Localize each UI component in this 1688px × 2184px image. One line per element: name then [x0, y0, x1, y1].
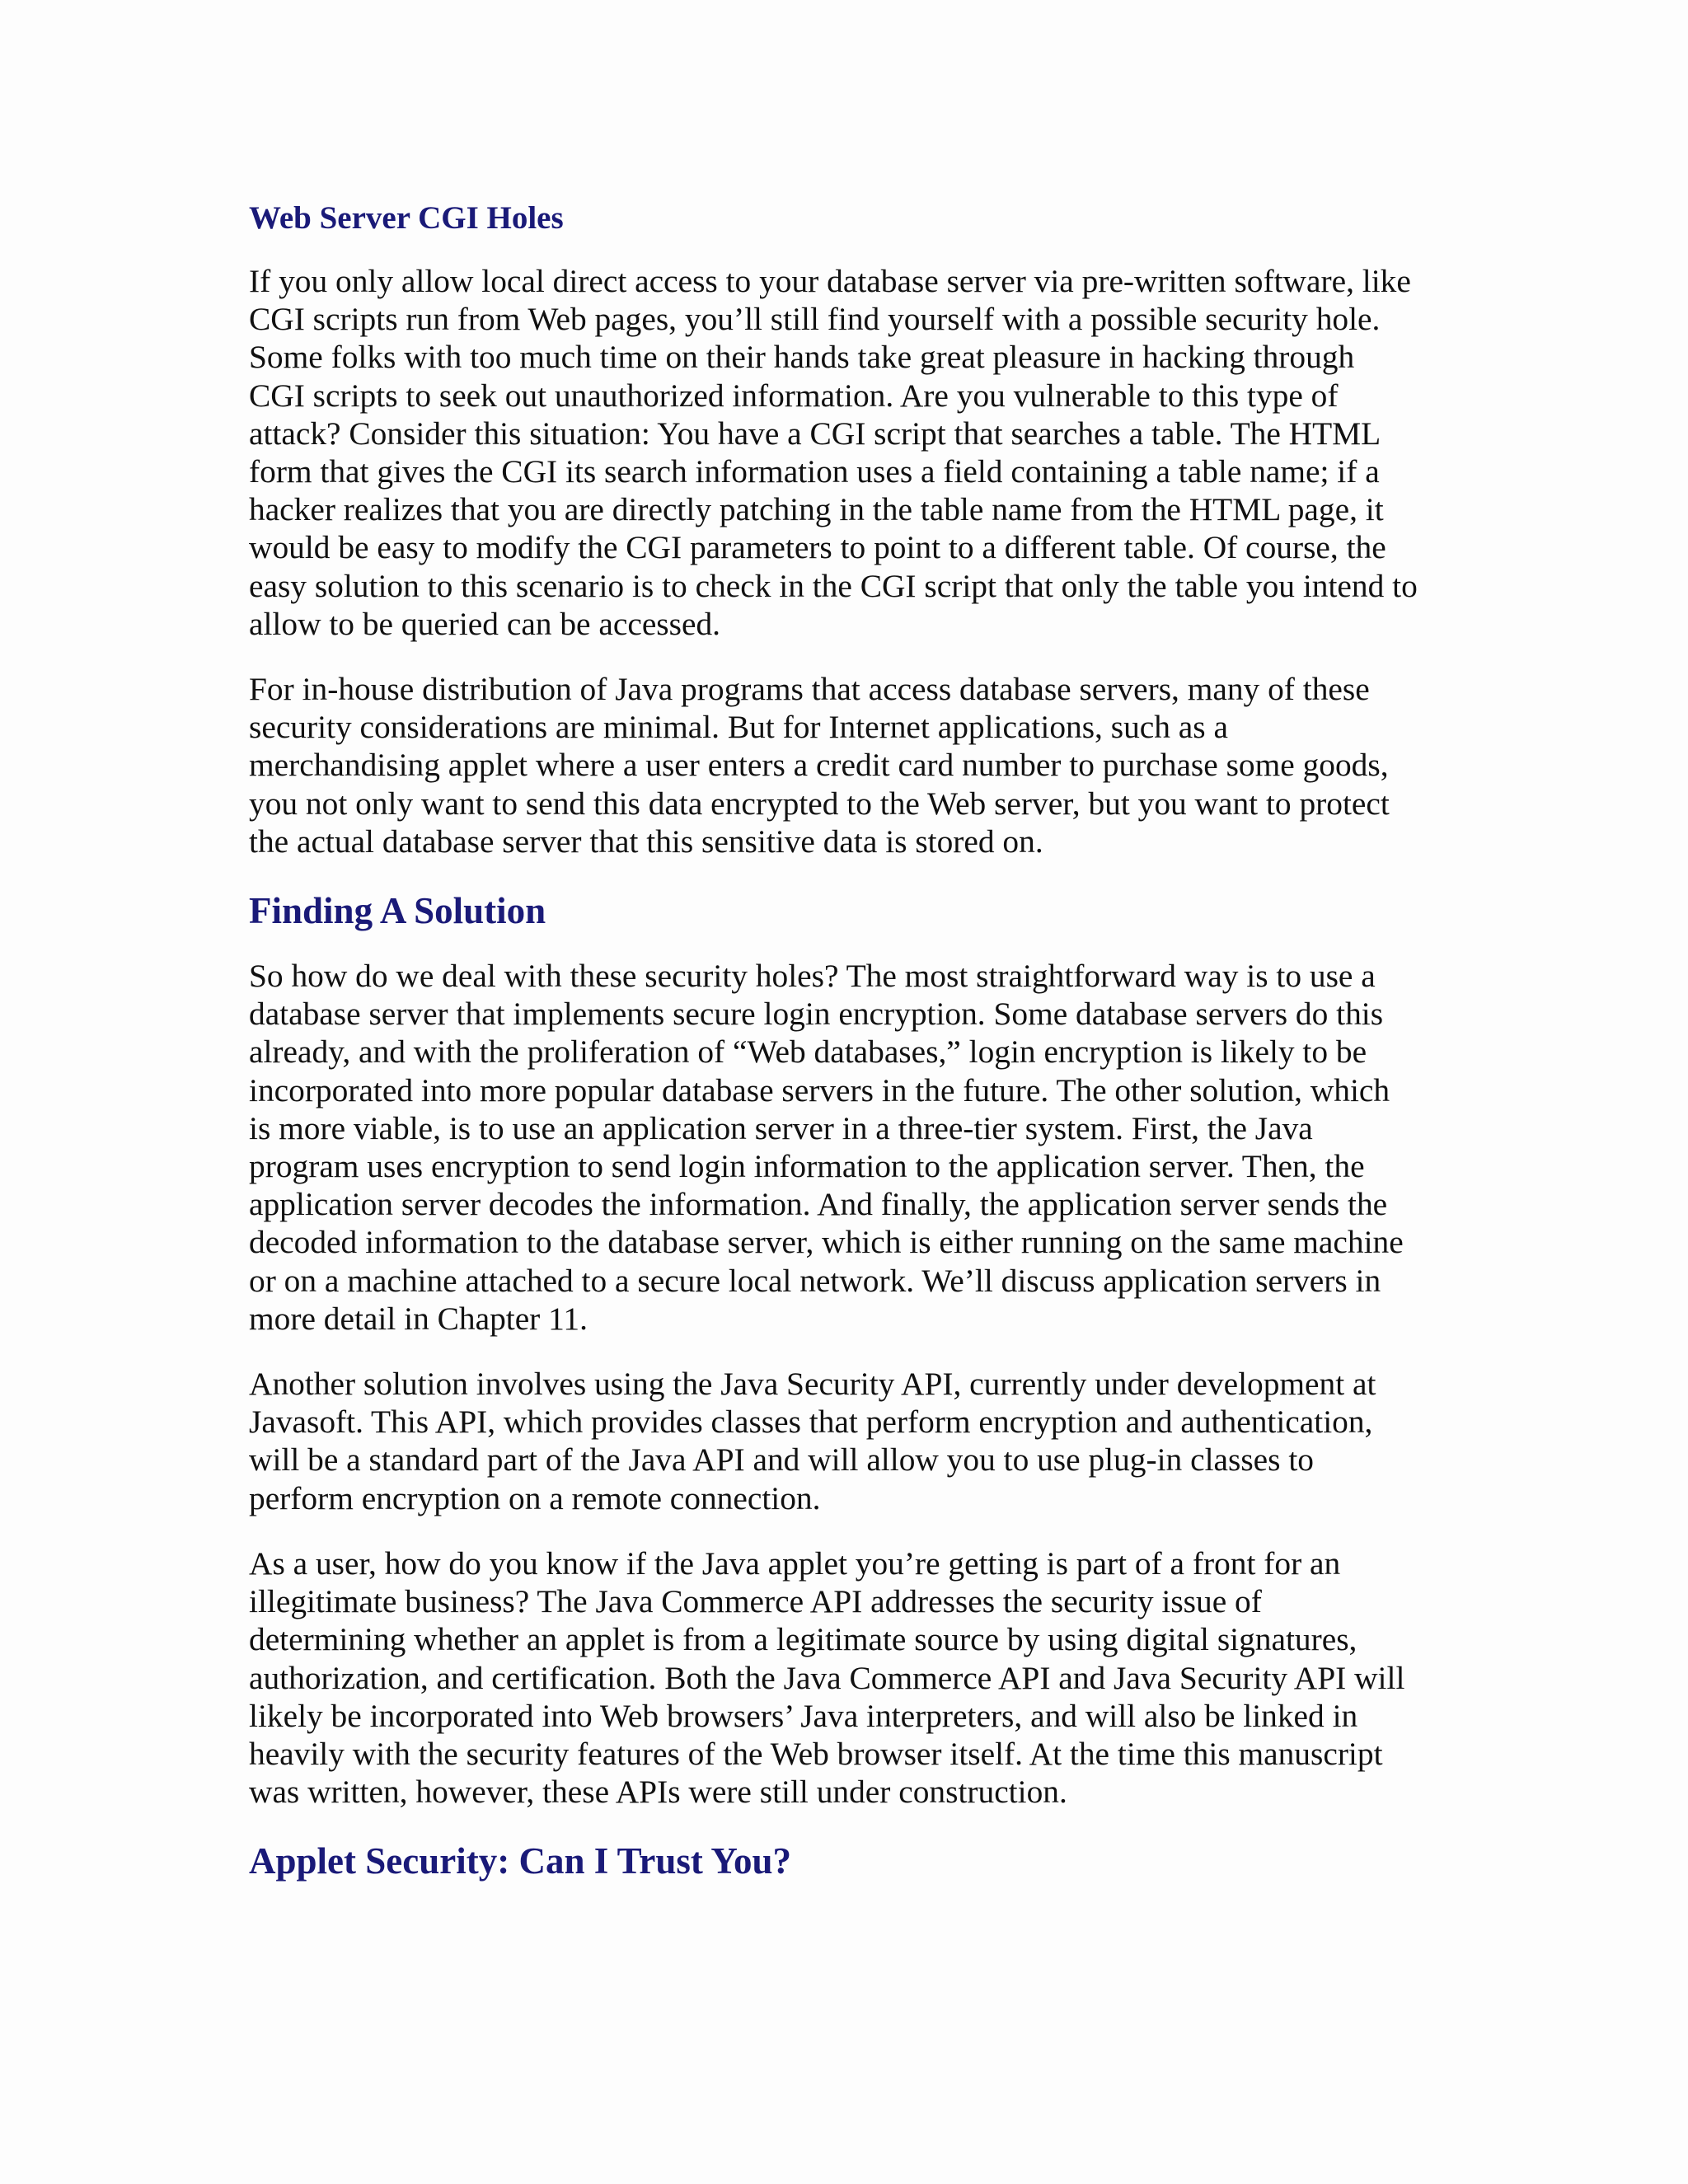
paragraph-cgi-holes: [249, 262, 1452, 643]
paragraph-java-commerce-api: [249, 1544, 1452, 1811]
text-line: application server decodes the information. And finally, the application server sends the: [249, 1186, 1388, 1223]
text-line: the actual database server that this sensitive data is stored on.: [249, 823, 1043, 860]
text-line: security considerations are minimal. But for Internet applications, such as a: [249, 709, 1228, 746]
text-line: database server that implements secure login encryption. Some database servers do this: [249, 996, 1384, 1033]
text-line: merchandising applet where a user enters a credit card number to purchase some goods,: [249, 747, 1389, 784]
text-line: hacker realizes that you are directly patching in the table name from the HTML page, it: [249, 491, 1384, 528]
text-line: Some folks with too much time on their hands take great pleasure in hacking through: [249, 339, 1355, 376]
text-line: For in-house distribution of Java programs that access database servers, many of these: [249, 671, 1370, 708]
text-line: is more viable, is to use an application server in a three-tier system. First, the Java: [249, 1109, 1313, 1146]
text-line: likely be incorporated into Web browsers’ Java interpreters, and will also be linked in: [249, 1697, 1358, 1734]
text-line: would be easy to modify the CGI parameters to point to a different table. Of course, the: [249, 529, 1386, 566]
section-heading-web-server-cgi-holes: Web Server CGI Holes: [249, 200, 564, 236]
text-line: heavily with the security features of the Web browser itself. At the time this manuscript: [249, 1735, 1383, 1772]
text-line: incorporated into more popular database servers in the future. The other solution, which: [249, 1071, 1390, 1108]
text-line: form that gives the CGI its search information uses a field containing a table name; if a: [249, 453, 1380, 490]
text-line: Javasoft. This API, which provides classes that perform encryption and authentication,: [249, 1404, 1373, 1441]
text-line: If you only allow local direct access to your database server via pre-written software, like: [249, 263, 1411, 299]
text-line: was written, however, these APIs were still under construction.: [249, 1774, 1067, 1811]
text-line: CGI scripts run from Web pages, you’ll still find yourself with a possible security hole.: [249, 301, 1381, 338]
text-line: CGI scripts to seek out unauthorized information. Are you vulnerable to this type of: [249, 377, 1339, 414]
text-line: So how do we deal with these security holes? The most straightforward way is to use a: [249, 958, 1376, 995]
text-line: attack? Consider this situation: You have a CGI script that searches a table. The HTML: [249, 415, 1381, 452]
paragraph-java-security-api: [249, 1365, 1452, 1517]
text-line: or on a machine attached to a secure local network. We’ll discuss application servers in: [249, 1262, 1381, 1299]
text-line: perform encryption on a remote connection.: [249, 1479, 821, 1516]
section-heading-applet-security: Applet Security: Can I Trust You?: [249, 1840, 791, 1882]
text-line: illegitimate business? The Java Commerce API addresses the security issue of: [249, 1583, 1262, 1620]
section-heading-finding-a-solution: Finding A Solution: [249, 890, 546, 932]
paragraph-in-house-distribution: [249, 670, 1452, 860]
text-line: you not only want to send this data encrypted to the Web server, but you want to protect: [249, 785, 1390, 822]
text-line: decoded information to the database server, which is either running on the same machine: [249, 1224, 1404, 1261]
text-line: will be a standard part of the Java API and will allow you to use plug-in classes to: [249, 1441, 1314, 1479]
text-line: determining whether an applet is from a legitimate source by using digital signatures,: [249, 1621, 1357, 1658]
text-line: Another solution involves using the Java Security API, currently under development at: [249, 1366, 1376, 1403]
text-line: easy solution to this scenario is to check in the CGI script that only the table you intend to: [249, 567, 1418, 604]
text-line: already, and with the proliferation of “Web databases,” login encryption is likely to be: [249, 1033, 1367, 1071]
text-line: program uses encryption to send login information to the application server. Then, the: [249, 1148, 1365, 1185]
document-page: [249, 198, 1452, 1907]
text-line: more detail in Chapter 11.: [249, 1300, 588, 1337]
paragraph-security-holes-solution: [249, 957, 1452, 1338]
text-line: allow to be queried can be accessed.: [249, 605, 720, 642]
text-line: authorization, and certification. Both the Java Commerce API and Java Security API will: [249, 1659, 1405, 1696]
text-line: As a user, how do you know if the Java applet you’re getting is part of a front for an: [249, 1544, 1341, 1582]
